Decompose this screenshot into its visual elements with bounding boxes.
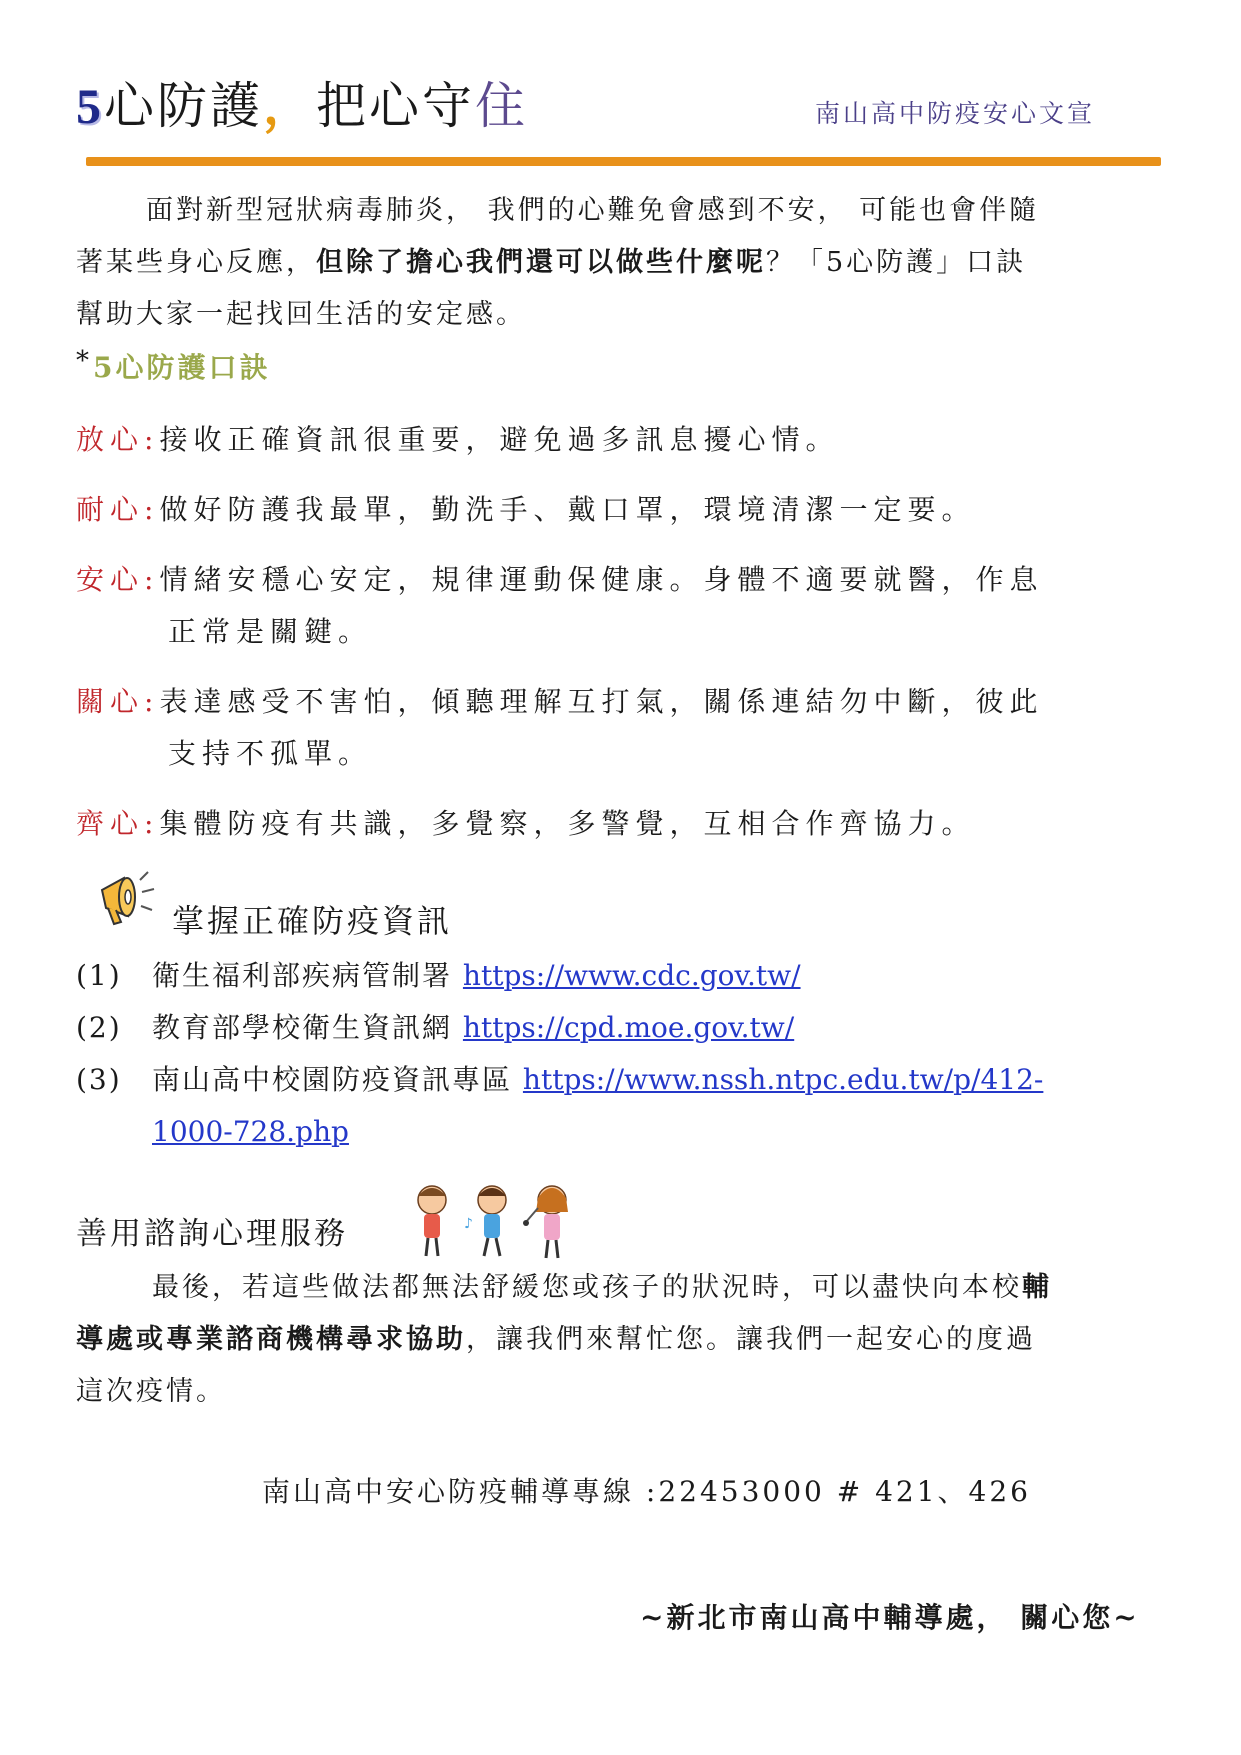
- hotline-text: 南山高中安心防疫輔導專線 :22453000 # 421、426: [262, 1475, 1031, 1508]
- link-item: [76, 950, 801, 1002]
- service-line-3: 這次疫情。: [76, 1376, 226, 1407]
- item-label: 關心:: [76, 685, 160, 718]
- kouju-star: *: [76, 346, 89, 376]
- megaphone-icon: [94, 860, 162, 932]
- kids-illustration: [402, 1178, 582, 1262]
- kouju-heading: [76, 346, 270, 386]
- title-part2: 把心守: [316, 77, 475, 135]
- link-number: (1): [76, 959, 122, 992]
- service-line-2-b: ，讓我們來幫忙您。讓我們一起安心的度過: [466, 1324, 1036, 1355]
- nssh-link-continued[interactable]: 1000-728.php: [152, 1115, 349, 1148]
- service-line-1-a: 最後，若這些做法都無法舒緩您或孩子的狀況時，可以盡快向本校: [152, 1272, 1022, 1303]
- title-number: 5: [76, 78, 104, 134]
- link-item-continued: [152, 1106, 349, 1158]
- link-org: 衛生福利部疾病管制署: [152, 959, 453, 992]
- intro-line-3: 幫助大家一起找回生活的安定感。: [76, 299, 526, 330]
- service-heading: 善用諮詢心理服務: [76, 1216, 348, 1252]
- item-label: 齊心:: [76, 807, 160, 840]
- link-number: (2): [76, 1011, 122, 1044]
- item-text: 表達感受不害怕，傾聽理解互打氣，關係連結勿中斷，彼此: [159, 685, 1044, 718]
- service-line-2: [76, 1314, 1036, 1366]
- title-comma: ，: [263, 76, 316, 135]
- intro-line-2-c: ？「5心防護」口訣: [766, 247, 1027, 278]
- title-part1: 心防護: [104, 77, 263, 135]
- item-text-continued: 正常是關鍵。: [168, 615, 373, 648]
- signature: ~新北市南山高中輔導處， 關心您~: [640, 1601, 1140, 1634]
- item-text: 做好防護我最單，勤洗手、戴口罩，環境清潔一定要。: [159, 493, 976, 526]
- info-heading: 掌握正確防疫資訊: [172, 902, 453, 940]
- service-line-2-bold: 導處或專業諮商機構尋求協助: [76, 1324, 466, 1355]
- service-line-1-bold: 輔: [1022, 1272, 1052, 1303]
- intro-line-2: [76, 237, 1026, 289]
- intro-line-2-a: 著某些身心反應，: [76, 247, 316, 278]
- page-subtitle: 南山高中防疫安心文宣: [815, 99, 1096, 128]
- service-line-1: [152, 1262, 1052, 1314]
- svg-text:♪: ♪: [464, 1216, 473, 1232]
- list-item: [76, 798, 975, 850]
- item-label: 耐心:: [76, 493, 160, 526]
- list-item: [76, 554, 1043, 658]
- link-number: (3): [76, 1063, 122, 1096]
- item-text-continued: 支持不孤單。: [168, 737, 373, 770]
- item-text: 集體防疫有共識，多覺察，多警覺，互相合作齊協力。: [159, 807, 976, 840]
- link-item: [76, 1054, 1043, 1106]
- moe-link[interactable]: https://cpd.moe.gov.tw/: [462, 1011, 795, 1044]
- intro-line-1: 面對新型冠狀病毒肺炎， 我們的心難免會感到不安， 可能也會伴隨: [146, 195, 1040, 226]
- list-item: [76, 414, 839, 466]
- intro-line-2-bold: 但除了擔心我們還可以做些什麼呢: [316, 247, 766, 278]
- link-item: [76, 1002, 794, 1054]
- nssh-link[interactable]: https://www.nssh.ntpc.edu.tw/p/412-: [522, 1063, 1044, 1096]
- item-text: 情緒安穩心安定，規律運動保健康。身體不適要就醫，作息: [159, 563, 1044, 596]
- item-label: 安心:: [76, 563, 160, 596]
- list-item: [76, 484, 975, 536]
- header-divider: [86, 157, 1161, 166]
- kouju-label: 5心防護口訣: [93, 351, 271, 384]
- title-last-char: 住: [475, 77, 528, 135]
- item-text: 接收正確資訊很重要，避免過多訊息擾心情。: [159, 423, 840, 456]
- item-label: 放心:: [76, 423, 160, 456]
- page-title: [76, 66, 528, 138]
- link-org: 南山高中校園防疫資訊專區: [152, 1063, 513, 1096]
- cdc-link[interactable]: https://www.cdc.gov.tw/: [462, 959, 801, 992]
- link-org: 教育部學校衛生資訊網: [152, 1011, 453, 1044]
- list-item: [76, 676, 1043, 780]
